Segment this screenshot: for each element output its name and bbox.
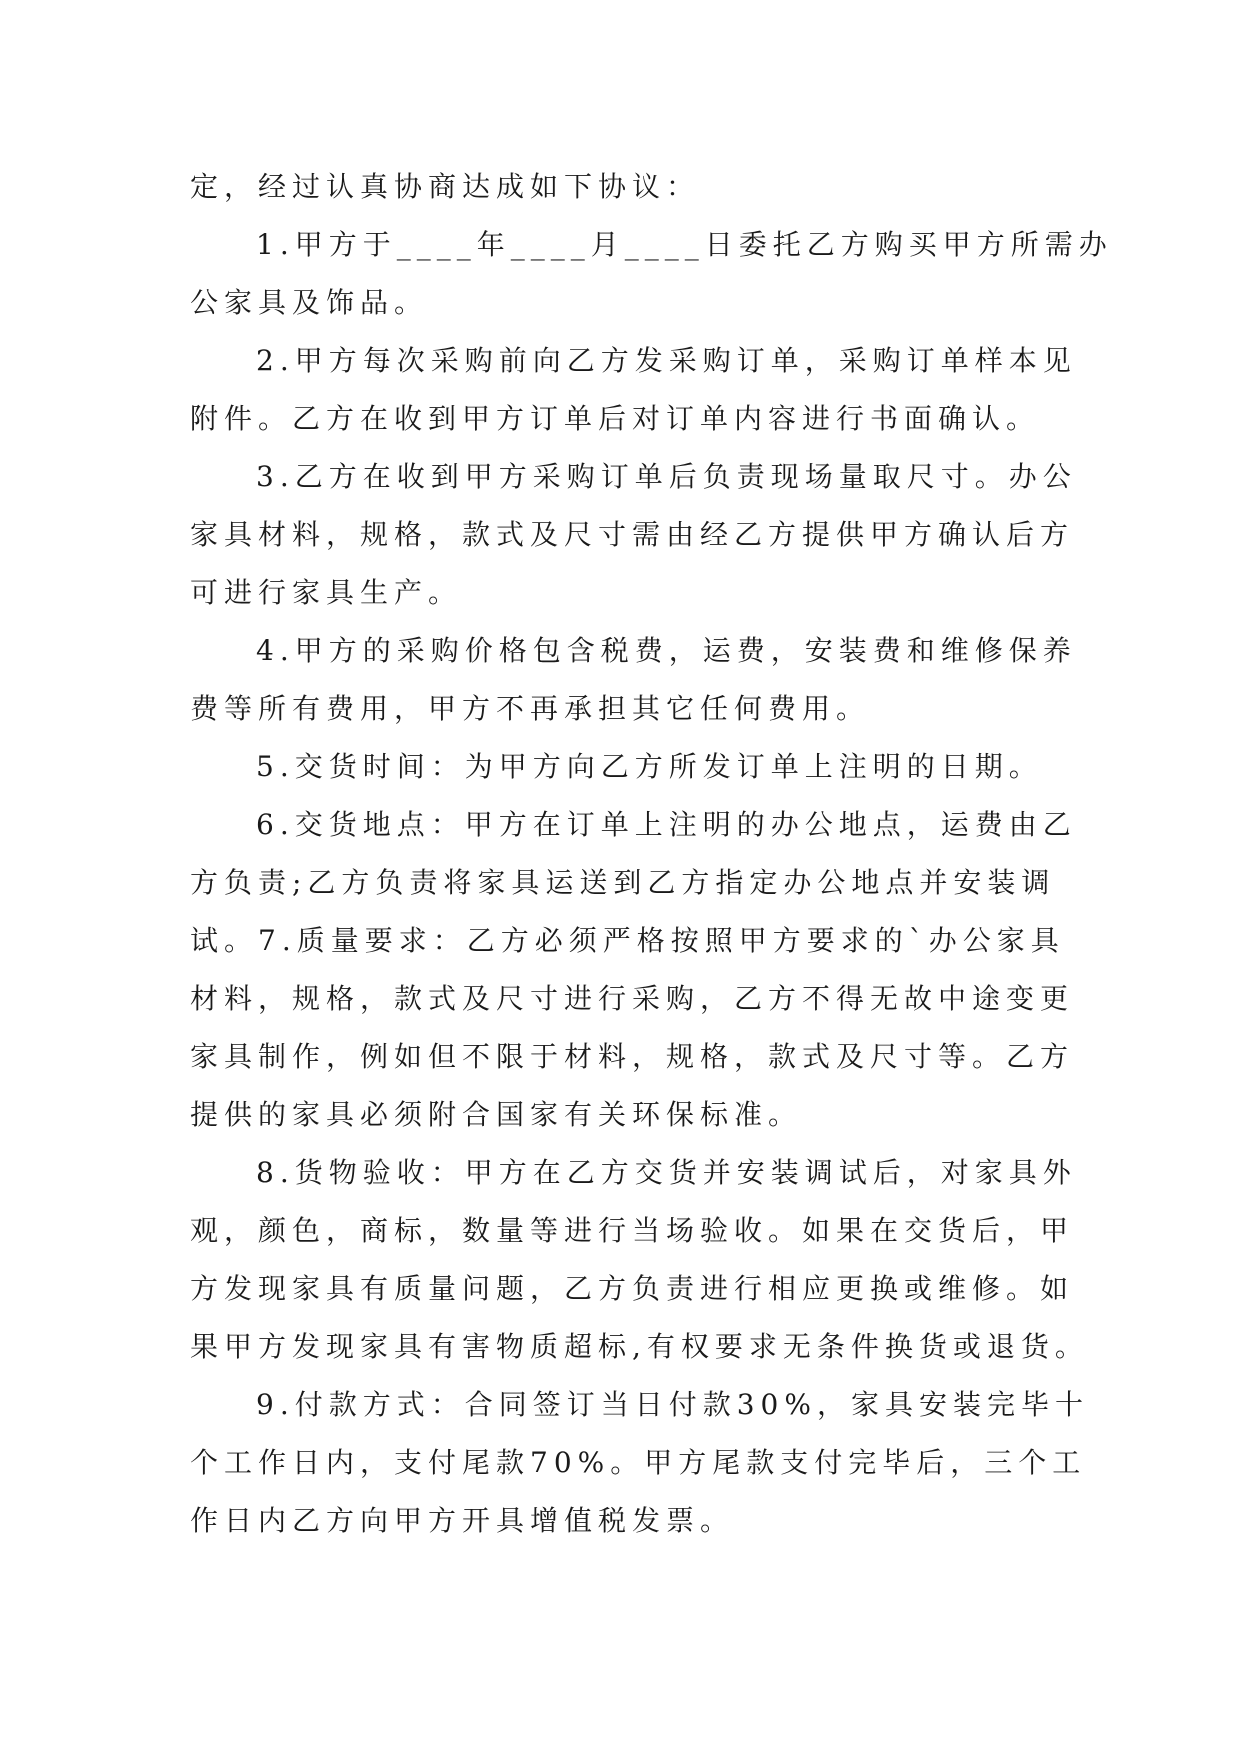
clause-1-line: 公家具及饰品。 [190, 286, 429, 319]
clause-2-line: 附件。乙方在收到甲方订单后对订单内容进行书面确认。 [190, 402, 1041, 435]
clause-3-line: 可进行家具生产。 [190, 576, 463, 609]
clause-1-line: 1.甲方于____年____月____日委托乙方购买甲方所需办 [256, 228, 1113, 261]
clause-6-line: 6.交货地点：甲方在订单上注明的办公地点，运费由乙 [256, 808, 1077, 841]
clause-3-line: 3.乙方在收到甲方采购订单后负责现场量取尺寸。办公 [256, 460, 1077, 493]
clause-9-line: 个工作日内，支付尾款70%。甲方尾款支付完毕后，三个工 [190, 1446, 1087, 1479]
clause-7-line: 提供的家具必须附合国家有关环保标准。 [190, 1098, 803, 1131]
clause-2-line: 2.甲方每次采购前向乙方发采购订单，采购订单样本见 [256, 344, 1077, 377]
clause-7-line: 材料，规格，款式及尺寸进行采购，乙方不得无故中途变更 [190, 982, 1075, 1015]
clause-6-line: 方负责;乙方负责将家具运送到乙方指定办公地点并安装调 [190, 866, 1056, 899]
clause-4-line: 4.甲方的采购价格包含税费，运费，安装费和维修保养 [256, 634, 1077, 667]
clause-9-line: 作日内乙方向甲方开具增值税发票。 [190, 1504, 735, 1537]
clause-4-line: 费等所有费用，甲方不再承担其它任何费用。 [190, 692, 871, 725]
clause-8-line: 8.货物验收：甲方在乙方交货并安装调试后，对家具外 [256, 1156, 1077, 1189]
clause-9-line: 9.付款方式：合同签订当日付款30%，家具安装完毕十 [256, 1388, 1089, 1421]
clause-3-line: 家具材料，规格，款式及尺寸需由经乙方提供甲方确认后方 [190, 518, 1075, 551]
contract-text [190, 158, 1113, 1550]
clause-7-line: 家具制作，例如但不限于材料，规格，款式及尺寸等。乙方 [190, 1040, 1075, 1073]
clause-5-line: 5.交货时间：为甲方向乙方所发订单上注明的日期。 [256, 750, 1043, 783]
text-line: 定，经过认真协商达成如下协议： [190, 170, 701, 203]
clause-8-line: 果甲方发现家具有害物质超标,有权要求无条件换货或退货。 [190, 1330, 1089, 1363]
clause-7-line: 试。7.质量要求：乙方必须严格按照甲方要求的`办公家具 [190, 924, 1065, 957]
clause-8-line: 方发现家具有质量问题，乙方负责进行相应更换或维修。如 [190, 1272, 1075, 1305]
clause-8-line: 观，颜色，商标，数量等进行当场验收。如果在交货后，甲 [190, 1214, 1075, 1247]
